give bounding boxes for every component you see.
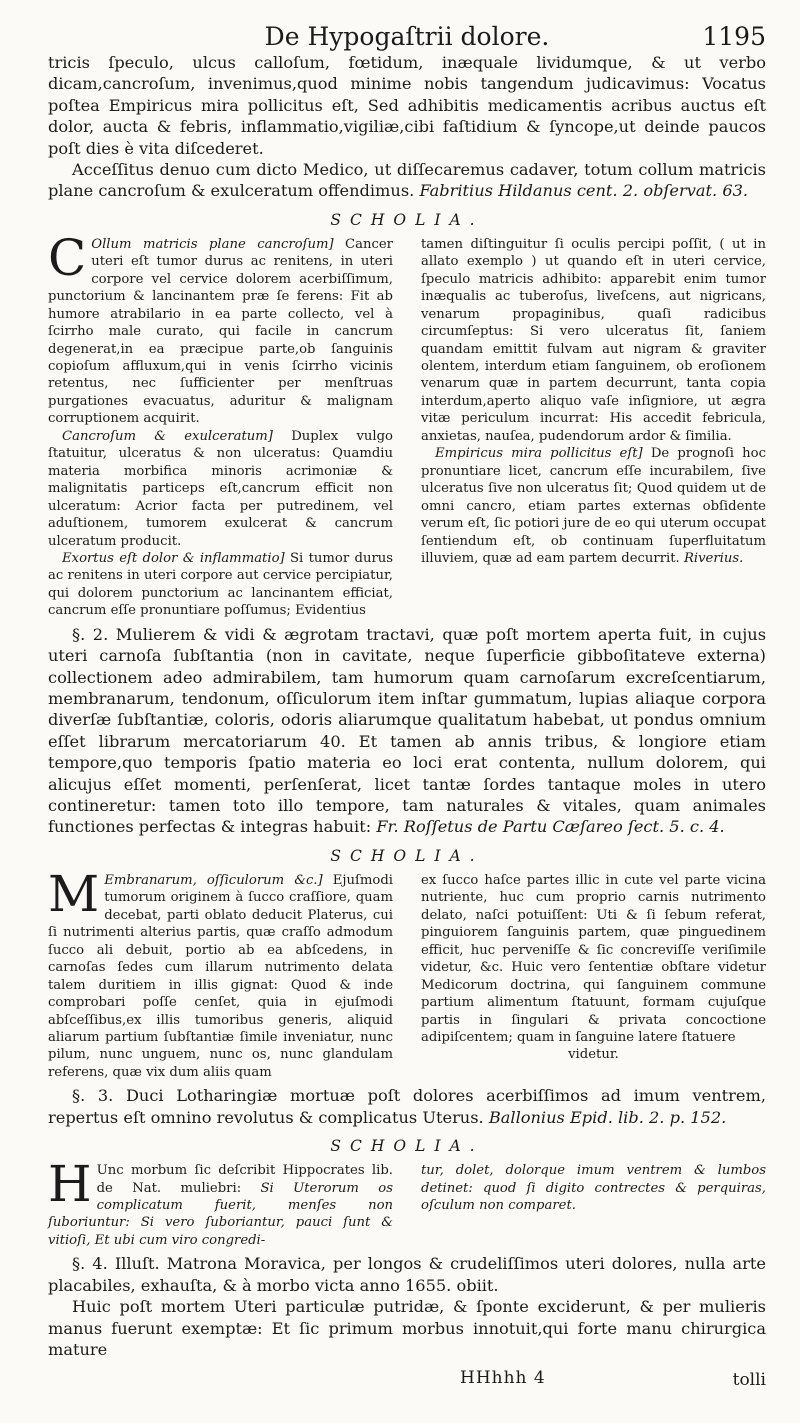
note-text: Unc morbum ſic deſcribit Hippocrates lib. de Nat. muliebri: — [96, 1163, 393, 1196]
paragraph-last: Huic poſt mortem Uteri particulæ putridæ, & ſponte exciderunt, & per mulieris manus fuerunt exemptæ: Et ſic primum morbus innotuit,qui forte manu chirurgica mature — [48, 1297, 766, 1360]
scholia-1-left-column — [48, 228, 394, 620]
drop-cap: C — [48, 228, 87, 287]
citation-riverius: Riverius. — [683, 551, 744, 566]
scholia-3-note — [48, 1155, 393, 1249]
signature-mark: HHhhh 4 — [460, 1368, 546, 1388]
note-text: Si tumor durus ac renitens in uteri corpore aut cervice percipiatur, qui dolorem punctorium ac lancinantem efficiat, cancrum eſſe pronuntiare poſſumus; Evidentius — [48, 551, 394, 619]
scholia-1-note — [421, 445, 766, 567]
citation-ballonius: Ballonius Epid. lib. 2. p. 152. — [488, 1107, 727, 1127]
scholia-3 — [48, 1155, 766, 1249]
scholia-1-note — [48, 550, 393, 620]
scholia-heading: SCHOLIA. — [330, 1137, 484, 1156]
hippocrates-quote: Si Uterorum os complicatum fuerit, menſes non ſuboriuntur: Si vero ſuboriantur, pauci ſunt & vitioſi, Et ubi cum viro congredi- — [48, 1180, 393, 1248]
running-title: De Hypogaſtrii dolore. — [264, 22, 550, 51]
section-3 — [48, 1085, 766, 1128]
paragraph-continuation: tricis ſpeculo, ulcus calloſum, fœtidum, inæquale lividumque, & ut verbo dicam,cancroſum, invenimus,quod minime nobis tangendum judicavimus: Vocatus poſtea Empiricus mira pollicitus eſt, Sed adhibitis medicamentis acribus auctus eſt dolor, aucta & febris, inflammatio,vigiliæ,cibi faſtidium & ſyncope,ut deinde paucos poſt dies è vita diſcederet. — [48, 53, 766, 158]
lemma: Cancroſum & exulceratum] — [62, 428, 273, 444]
scholia-1 — [48, 228, 766, 620]
section-2-text: §. 2. Mulierem & vidi & ægrotam tractavi, quæ poſt mortem aperta fuit, in cujus uteri carnoſa ſubſtantia (non in cavitate, neque ſuperficie gibboſitateve externa) collectionem adeo admirabilem, tam humorum quam carnoſarum excreſcentiarum, membranarum, tendonum, oſſiculorum item inſtar gummatum, lupias aliaque corpora diverſæ ſubſtantiæ, coloris, odoris aliarumque qualitatum habebat, ut pondus omnium eſſet librarum mercatoriarum 40. Et tamen ab annis tribus, & longiore etiam tempore,quo temporis ſpatio materia eo loci erat contenta, nullum dolorem, qui alicujus eſſet momenti, perſenſerat, licet tantæ ſordes tantaque moles in utero contineretur: tamen toto illo tempore, tam naturales & vitales, quam animales functiones perfectas & integras habuit: — [48, 624, 766, 837]
scholia-heading: SCHOLIA. — [330, 210, 484, 229]
note-text: Cancer uteri eſt tumor durus ac renitens, in uteri corpore vel cervice dolorem acerbiſſimum, punctorium & lancinantem præ ſe ferens: Fit ab humore atrabilario in ea parte collecto, vel à ſcirrho male curato, qui facile in cancrum degenerat,in ea præcipue parte,ob ſanguinis copioſum affluxum,qui in venis ſcirrho vicinis retentus, nec ſufficienter per menſtruas purgationes evacuatus, aduritur & malignam corruptionem acquirit. — [48, 236, 393, 427]
scholia-3-left-column — [48, 1155, 393, 1249]
section-4: §. 4. Illuſt. Matrona Moravica, per longos & crudeliſſimos uteri dolores, nulla arte placabiles, exhauſta, & à morbo victa anno 1655. obiit. — [48, 1254, 766, 1295]
lemma: Embranarum, oſſiculorum &c.] — [104, 872, 323, 888]
section-3-text: §. 3. Duci Lotharingiæ mortuæ poſt dolores acerbiſſimos ad imum ventrem, repertus eſt omnino revolutus & complicatus Uterus. — [48, 1086, 766, 1127]
scholia-1-note — [48, 428, 393, 550]
page-header — [48, 18, 766, 52]
lemma: Empiricus mira pollicitus eſt] — [435, 446, 643, 462]
drop-cap: M — [48, 864, 100, 923]
scholia-2-note — [421, 872, 766, 1047]
page-footer — [48, 1368, 766, 1398]
note-text: De prognoſi hoc pronuntiare licet, cancrum eſſe incurabilem, ſive ulceratus ſive non ulceratus ſit; Quod quidem ut de omni cancro, etiam partes externas obſidente verum eſt, ſic potiori jure de eo qui uterum occupat ſentiendum eſt, ob continuam ſuperfluitatum illuviem, quæ ad eam partem decurrit. — [421, 446, 766, 566]
note-text: tamen diſtinguitur ſi oculis percipi poſſit, ( ut in allato exemplo ) ut quando eſt in uteri cervice, ſpeculo matricis adhibito: apparebit enim tumor inæqualis ac tuberoſus, liveſcens, aut nigricans, venarum propaginibus, quaſi radicibus circumſeptus: Si vero ulceratus ſit, ſaniem quandam emittit fulvam aut nigram & graviter olentem, interdum etiam ſanguinem, ob eroſionem venarum quæ in partem decurrunt, tanta copia interdum,aperto aliquo vaſe inſigniore, ut ægra vitæ periculum incurrat: His accedit febricula, anxietas, nauſea, pudendorum ardor & ſimilia. — [421, 236, 766, 444]
citation-hildanus: Fabritius Hildanus cent. 2. obſervat. 63. — [419, 181, 749, 201]
lemma: Ollum matricis plane cancroſum] — [91, 236, 334, 252]
scholia-2-left-column — [48, 864, 393, 1081]
catchword: tolli — [732, 1370, 766, 1390]
scholia-2-note — [48, 864, 393, 1081]
scholia-1-note — [421, 236, 766, 445]
paragraph-dissection-text: Acceſſitus denuo cum dicto Medico, ut diſſecaremus cadaver, totum collum matricis plane cancroſum & exulceratum offendimus. — [48, 160, 766, 201]
scholia-3-right-column — [421, 1162, 766, 1249]
scholia-1-note — [48, 228, 393, 428]
drop-cap: H — [48, 1155, 92, 1214]
note-ending: videtur. — [568, 1047, 619, 1063]
section-2 — [48, 624, 766, 838]
scholia-2 — [48, 864, 766, 1081]
note-text: ex ſucco haſce partes illic in cute vel parte vicina nutriente, huc cum proprio carnis nutrimento delato, naſci potuiſſent: Uti & ſi ſebum referat, pinguiorem ſanguinis partem, quæ pinguedinem efficit, huc perveniſſe & ſic concreviſſe veriſimile videtur, &c. Huic vero ſententiæ obſtare videtur Medicorum doctrina, qui ſanguinem commune partium alimentum ſtatuunt, formam cujuſque partis in ſingulari & privata concoctione adipiſcentem; quam in ſanguine latere ſtatuere — [421, 872, 766, 1045]
scholia-3-note — [421, 1162, 766, 1214]
note-text: Duplex vulgo ſtatuitur, ulceratus & non ulceratus: Quamdiu materia morbifica minoris acrimoniæ & malignitatis particeps eſt,cancrum efficit non ulceratum: Acrior facta per putredinem, vel aduſtionem, tumorem exulcerat & cancrum ulceratum producit. — [48, 428, 393, 549]
page-number: 1195 — [702, 22, 766, 51]
note-text: Ejuſmodi tumorum originem à ſucco craſſiore, quam decebat, parti oblato deducit Platerus, cui ſi nutrimenti alterius partis, quæ craſſo admodum ſucco ali debuit, portio ab ea abſcedens, in carnoſas ſedes cum illarum nutrimento delata talem duritiem in illis gignat: Quod & inde comprobari poſſe cenſet, quia in ejuſmodi abſceſſibus,ex illis tumoribus generis, aliquid aliarum partium ſubſtantiæ ſimile inveniatur, nunc pilum, nunc unguem, nunc os, nunc glandulam referens, quæ vix dum aliis quam — [48, 872, 393, 1080]
citation-rossetus: Fr. Roſſetus de Partu Cæſareo ſect. 5. c. 4. — [376, 817, 725, 837]
lemma: Exortus eſt dolor & inflammatio] — [62, 551, 285, 566]
hippocrates-quote: tur, dolet, dolorque imum ventrem & lumbos detinet: quod ſi digito contrectes & perquiras, oſculum non comparet. — [421, 1163, 766, 1214]
paragraph-dissection — [48, 159, 766, 202]
scholia-2-right-column — [421, 872, 766, 1081]
scholia-heading: SCHOLIA. — [330, 846, 484, 865]
scholia-1-right-column — [421, 236, 766, 620]
